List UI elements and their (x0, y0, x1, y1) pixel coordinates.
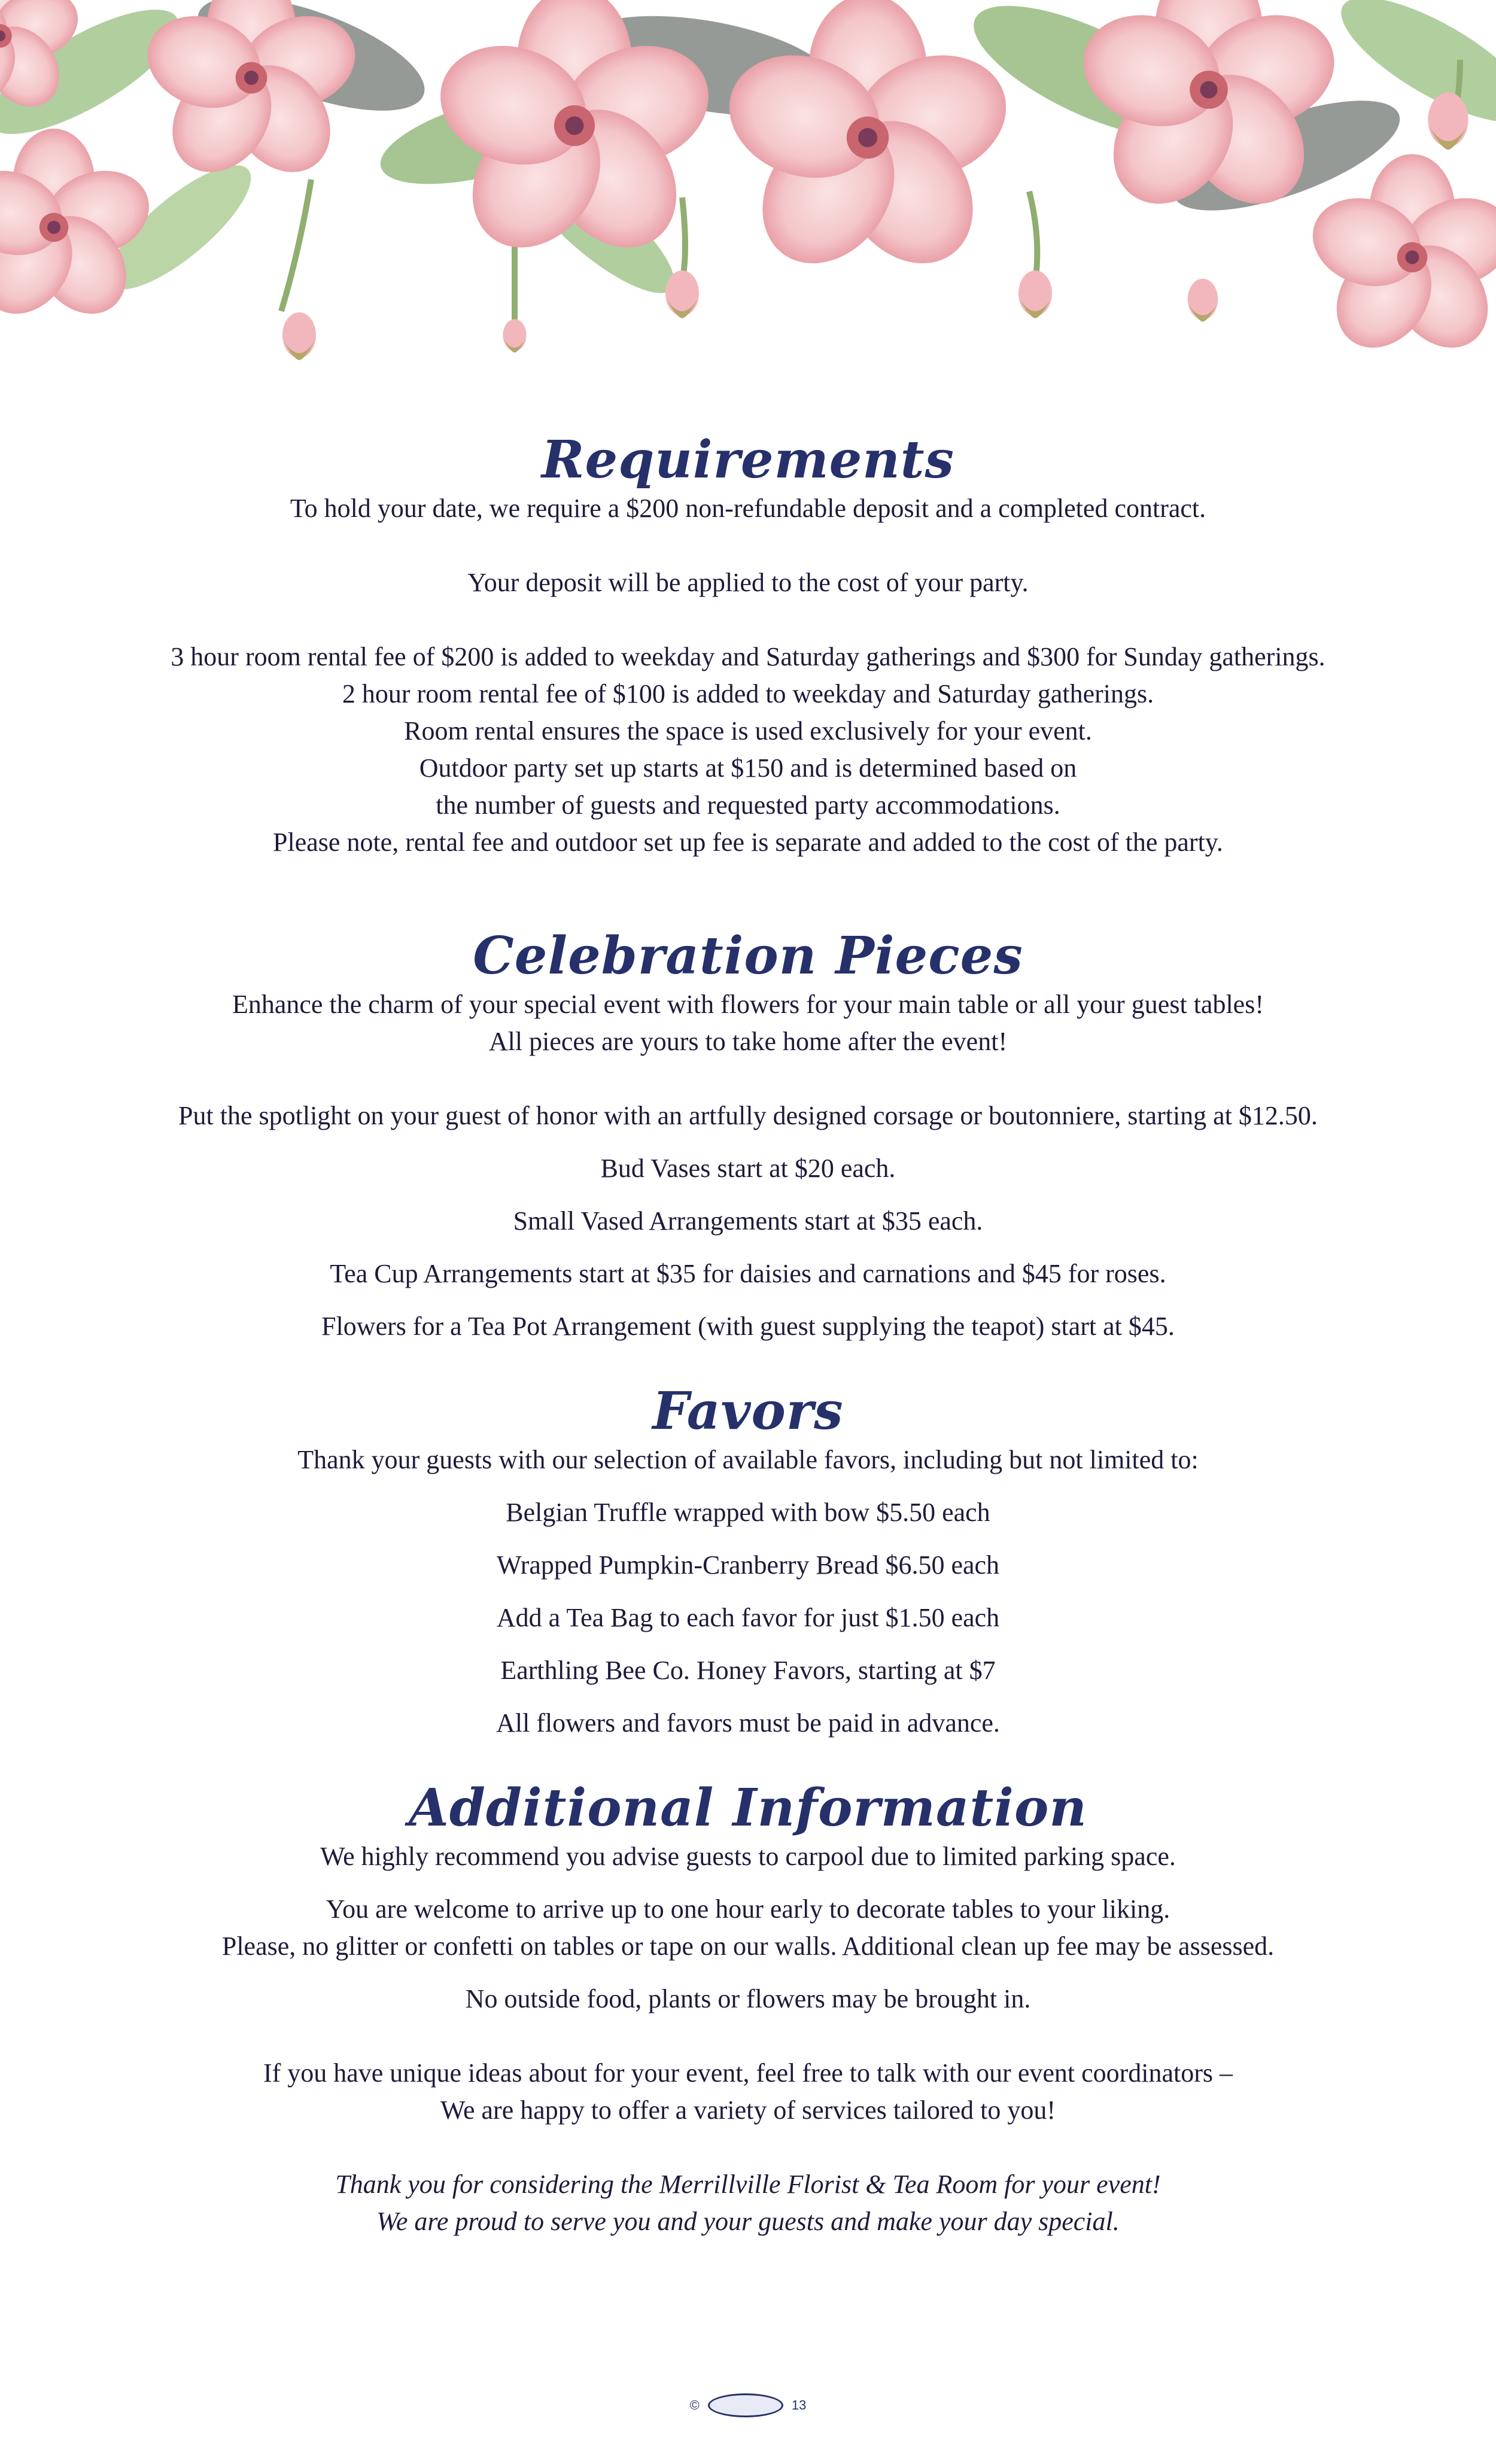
requirements-line: Outdoor party set up starts at $150 and is determined based on (419, 753, 1077, 783)
closing-line: We are proud to serve you and your guests and make your day special. (376, 2206, 1120, 2236)
requirements-line: the number of guests and requested party accommodations. (436, 790, 1060, 820)
celebration-line: Enhance the charm of your special event with flowers for your main table or all your guest tables! (232, 989, 1264, 1019)
celebration-line: Flowers for a Tea Pot Arrangement (with guest supplying the teapot) start at $45. (321, 1311, 1175, 1341)
floral-header-illustration (0, 0, 1496, 413)
page-footer (0, 2393, 1496, 2417)
requirements-heading: Requirements (542, 430, 954, 490)
copyright-symbol: © (689, 2398, 700, 2413)
requirements-line: 2 hour room rental fee of $100 is added to weekday and Saturday gatherings. (342, 679, 1154, 708)
celebration-line: Small Vased Arrangements start at $35 each. (513, 1206, 983, 1236)
closing-line: Thank you for considering the Merrillville Florist & Tea Room for your event! (335, 2169, 1161, 2199)
requirements-line: 3 hour room rental fee of $200 is added to weekday and Saturday gatherings and $300 for Sunday gatherings. (171, 641, 1325, 671)
favors-line: All flowers and favors must be paid in advance. (496, 1708, 1000, 1738)
florist-logo-icon (708, 2393, 783, 2417)
requirements-line: To hold your date, we require a $200 non-refundable deposit and a completed contract. (290, 493, 1206, 523)
favors-line: Thank your guests with our selection of available favors, including but not limited to: (297, 1444, 1199, 1474)
requirements-line: Room rental ensures the space is used exclusively for your event. (404, 716, 1092, 746)
menu-content (0, 431, 1496, 2240)
favors-line: Earthling Bee Co. Honey Favors, starting at $7 (500, 1655, 996, 1685)
additional-line: If you have unique ideas about for your event, feel free to talk with our event coordinators – (263, 2058, 1233, 2088)
favors-line: Wrapped Pumpkin-Cranberry Bread $6.50 each (496, 1550, 1000, 1580)
additional-line: We highly recommend you advise guests to carpool due to limited parking space. (320, 1841, 1176, 1871)
favors-heading: Favors (652, 1380, 844, 1441)
additional-information-heading: Additional Information (409, 1777, 1087, 1838)
additional-line: You are welcome to arrive up to one hour early to decorate tables to your liking. (326, 1894, 1170, 1924)
celebration-pieces-heading: Celebration Pieces (473, 925, 1023, 986)
additional-line: Please, no glitter or confetti on tables or tape on our walls. Additional clean up fee may be assessed. (221, 1931, 1275, 1961)
additional-line: We are happy to offer a variety of services tailored to you! (440, 2095, 1056, 2125)
favors-line: Add a Tea Bag to each favor for just $1.50 each (496, 1602, 1000, 1632)
page-number: 13 (791, 2398, 807, 2413)
requirements-line: Please note, rental fee and outdoor set up fee is separate and added to the cost of the party. (273, 827, 1223, 857)
favors-line: Belgian Truffle wrapped with bow $5.50 each (506, 1497, 990, 1527)
additional-line: No outside food, plants or flowers may be brought in. (465, 1984, 1031, 2013)
celebration-line: Put the spotlight on your guest of honor with an artfully designed corsage or boutonniere, starting at $12.50. (178, 1100, 1318, 1130)
celebration-line: Tea Cup Arrangements start at $35 for daisies and carnations and $45 for roses. (330, 1258, 1166, 1288)
celebration-line: Bud Vases start at $20 each. (600, 1153, 896, 1183)
requirements-line: Your deposit will be applied to the cost of your party. (467, 567, 1029, 597)
celebration-line: All pieces are yours to take home after the event! (488, 1026, 1008, 1056)
